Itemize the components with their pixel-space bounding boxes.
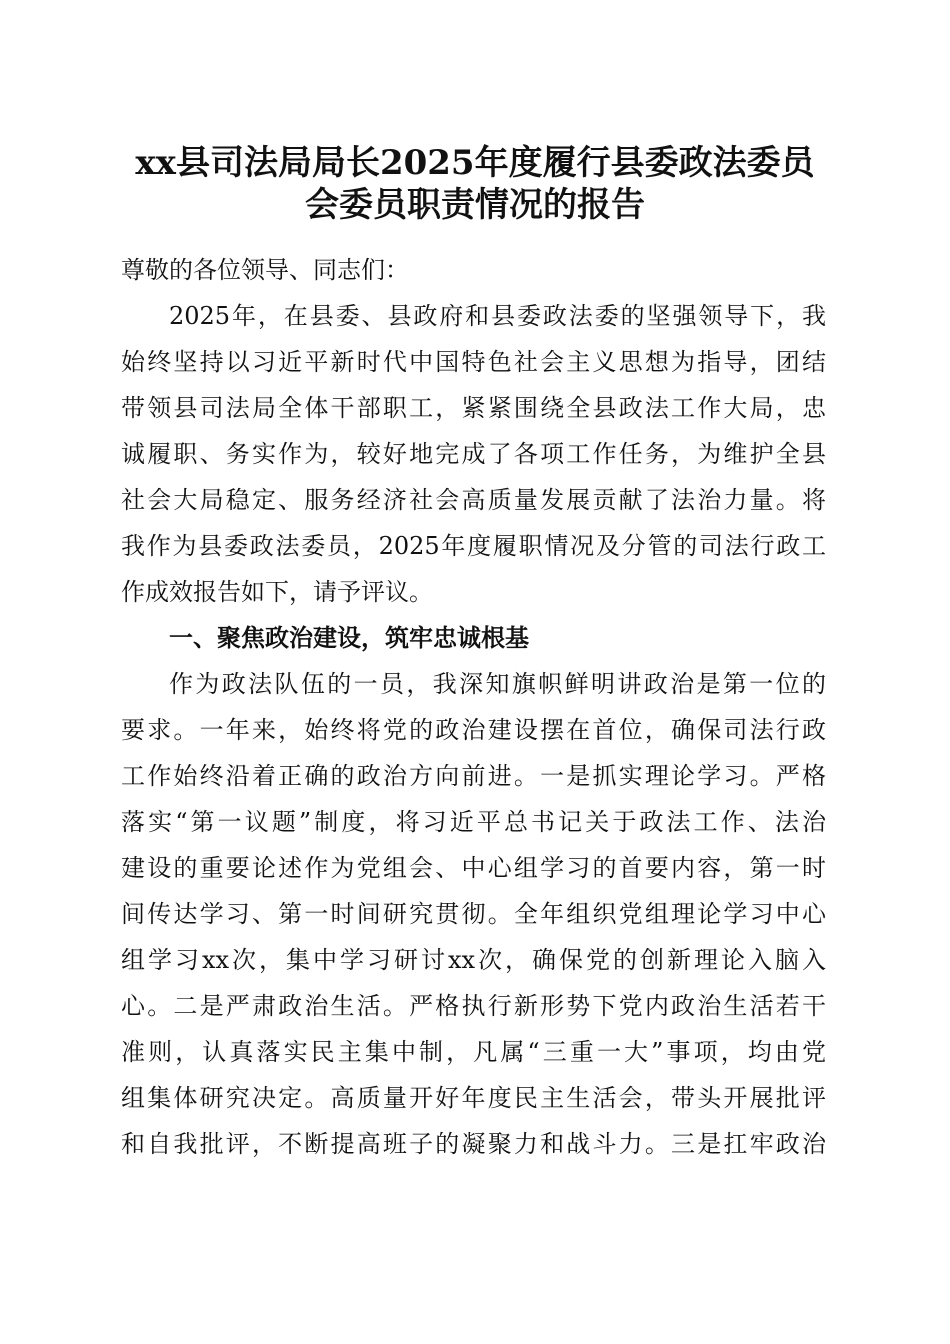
document-body — [121, 247, 826, 1167]
section-1-heading: 一、聚焦政治建设，筑牢忠诚根基 — [169, 624, 529, 652]
paragraph-2-line: 工作始终沿着正确的政治方向前进。一是抓实理论学习。严格 — [121, 762, 826, 790]
paragraph-1-line: 2025年，在县委、县政府和县委政法委的坚强领导下，我 — [169, 302, 826, 330]
paragraph-1-line: 我作为县委政法委员，2025年度履职情况及分管的司法行政工 — [121, 532, 826, 560]
paragraph-2-line: 落实“第一议题”制度，将习近平总书记关于政法工作、法治 — [121, 808, 826, 836]
paragraph-2-line: 间传达学习、第一时间研究贯彻。全年组织党组理论学习中心 — [121, 900, 826, 928]
paragraph-1-line: 始终坚持以习近平新时代中国特色社会主义思想为指导，团结 — [121, 348, 826, 376]
paragraph-2-line: 准则，认真落实民主集中制，凡属“三重一大”事项，均由党 — [121, 1038, 826, 1066]
paragraph-1-line: 作成效报告如下，请予评议。 — [121, 578, 433, 606]
paragraph-2-line: 和自我批评，不断提高班子的凝聚力和战斗力。三是扛牢政治 — [121, 1130, 826, 1158]
paragraph-2-line: 组集体研究决定。高质量开好年度民主生活会，带头开展批评 — [121, 1084, 826, 1112]
paragraph-1-line: 带领县司法局全体干部职工，紧紧围绕全县政法工作大局，忠 — [121, 394, 826, 422]
paragraph-1-line: 诚履职、务实作为，较好地完成了各项工作任务，为维护全县 — [121, 440, 826, 468]
document-title-line-2: 会委员职责情况的报告 — [305, 185, 645, 225]
paragraph-2-line: 建设的重要论述作为党组会、中心组学习的首要内容，第一时 — [121, 854, 826, 882]
paragraph-2-line: 作为政法队伍的一员，我深知旗帜鲜明讲政治是第一位的 — [169, 670, 826, 698]
paragraph-2-line: 组学习xx次，集中学习研讨xx次，确保党的创新理论入脑入 — [121, 946, 826, 974]
paragraph-1-line: 社会大局稳定、服务经济社会高质量发展贡献了法治力量。将 — [121, 486, 826, 514]
document-title-line-1: xx县司法局局长2025年度履行县委政法委员 — [135, 143, 815, 183]
paragraph-2-line: 要求。一年来，始终将党的政治建设摆在首位，确保司法行政 — [121, 716, 826, 744]
paragraph-2-line: 心。二是严肃政治生活。严格执行新形势下党内政治生活若干 — [121, 992, 826, 1020]
salutation: 尊敬的各位领导、同志们： — [121, 256, 409, 284]
